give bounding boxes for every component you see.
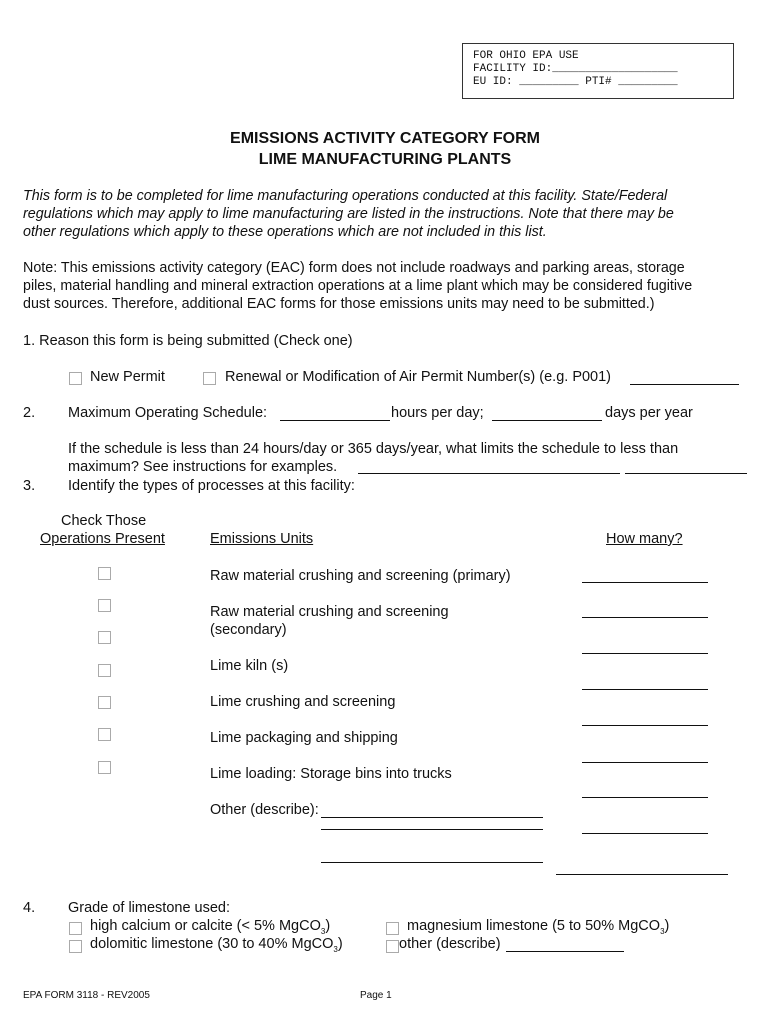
hours-label: hours per day; bbox=[391, 405, 484, 421]
limit-answer-line-2[interactable] bbox=[625, 473, 747, 474]
q1-text: 1. Reason this form is being submitted (Check one) bbox=[23, 333, 353, 349]
limit-answer-line-1[interactable] bbox=[358, 473, 620, 474]
unit-checkbox-3[interactable] bbox=[98, 631, 111, 644]
howmany-line-4[interactable] bbox=[582, 689, 708, 690]
col-units-header: Emissions Units bbox=[210, 531, 314, 547]
q3-text: Identify the types of processes at this facility: bbox=[68, 478, 355, 494]
q2-limit-line-1: If the schedule is less than 24 hours/day or 365 days/year, what limits the schedule to less than bbox=[68, 441, 679, 457]
unit-raw-secondary-1: Raw material crushing and screening bbox=[210, 604, 449, 620]
magnesium-checkbox[interactable] bbox=[386, 922, 399, 935]
epa-use-label: FOR OHIO EPA USE bbox=[473, 50, 579, 62]
renewal-label: Renewal or Modification of Air Permit Number(s) (e.g. P001) bbox=[225, 369, 612, 385]
hours-per-day-line[interactable] bbox=[280, 420, 390, 421]
unit-checkbox-1[interactable] bbox=[98, 567, 111, 580]
other-describe-line-2[interactable] bbox=[321, 829, 543, 830]
close-paren: ) bbox=[325, 918, 331, 934]
unit-checkbox-6[interactable] bbox=[98, 728, 111, 741]
renewal-checkbox[interactable] bbox=[203, 372, 216, 385]
unit-checkbox-7[interactable] bbox=[98, 761, 111, 774]
new-permit-checkbox[interactable] bbox=[69, 372, 82, 385]
subscript-3: 3 bbox=[333, 944, 338, 954]
page-number: Page 1 bbox=[360, 990, 392, 1001]
unit-lime-loading: Lime loading: Storage bins into trucks bbox=[210, 766, 452, 782]
magnesium-text: magnesium limestone (5 to 50% MgCO bbox=[407, 918, 661, 934]
unit-other: Other (describe): bbox=[210, 802, 319, 818]
unit-raw-primary: Raw material crushing and screening (primary) bbox=[210, 568, 511, 584]
intro-line-2: regulations which may apply to lime manufacturing are listed in the instructions. Note that there may be bbox=[23, 206, 674, 222]
q2-limit-line-2: maximum? See instructions for examples. bbox=[68, 459, 338, 475]
other-describe-line-3[interactable] bbox=[321, 862, 543, 863]
unit-checkbox-2[interactable] bbox=[98, 599, 111, 612]
form-number: EPA FORM 3118 - REV2005 bbox=[23, 990, 150, 1001]
q2-label: Maximum Operating Schedule: bbox=[68, 405, 268, 421]
subscript-3: 3 bbox=[660, 926, 665, 936]
new-permit-label: New Permit bbox=[90, 369, 165, 385]
note-line-2: piles, material handling and mineral extraction operations at a lime plant which may be considered fugitive bbox=[23, 278, 693, 294]
q4-number: 4. bbox=[23, 900, 36, 916]
high-calcium-text: high calcium or calcite (< 5% MgCO bbox=[90, 918, 321, 934]
days-label: days per year bbox=[605, 405, 693, 421]
form-title: EMISSIONS ACTIVITY CATEGORY FORM bbox=[230, 130, 540, 147]
col-check-header-1: Check Those bbox=[61, 513, 147, 529]
form-subtitle: LIME MANUFACTURING PLANTS bbox=[258, 151, 512, 168]
howmany-line-8[interactable] bbox=[582, 833, 708, 834]
howmany-line-1[interactable] bbox=[582, 582, 708, 583]
permit-number-line[interactable] bbox=[630, 384, 739, 385]
other-grade-checkbox[interactable] bbox=[386, 940, 399, 953]
other-describe-line-1[interactable] bbox=[321, 817, 543, 818]
note-line-3: dust sources. Therefore, additional EAC forms for those emissions units may need to be submitted.) bbox=[23, 296, 655, 312]
col-howmany-header: How many? bbox=[606, 531, 683, 547]
subscript-3: 3 bbox=[320, 926, 326, 936]
dolomitic-text: dolomitic limestone (30 to 40% MgCO bbox=[90, 936, 334, 952]
unit-lime-packaging: Lime packaging and shipping bbox=[210, 730, 398, 746]
other-grade-label: other (describe) bbox=[399, 936, 501, 952]
other-grade-line[interactable] bbox=[506, 951, 624, 952]
col-check-header-2: Operations Present bbox=[40, 531, 165, 547]
howmany-line-9[interactable] bbox=[556, 874, 728, 875]
note-line-1: Note: This emissions activity category (EAC) form does not include roadways and parking areas, storage bbox=[23, 260, 685, 276]
unit-lime-crushing: Lime crushing and screening bbox=[210, 694, 396, 710]
days-per-year-line[interactable] bbox=[492, 420, 602, 421]
intro-line-3: other regulations which apply to these operations which are not included in this list. bbox=[23, 224, 547, 240]
dolomitic-label bbox=[90, 936, 343, 954]
high-calcium-label bbox=[90, 918, 330, 936]
howmany-line-3[interactable] bbox=[582, 653, 708, 654]
close-paren: ) bbox=[664, 918, 670, 934]
magnesium-label bbox=[407, 918, 669, 936]
howmany-line-6[interactable] bbox=[582, 762, 708, 763]
howmany-line-2[interactable] bbox=[582, 617, 708, 618]
unit-checkbox-5[interactable] bbox=[98, 696, 111, 709]
dolomitic-checkbox[interactable] bbox=[69, 940, 82, 953]
q3-number: 3. bbox=[23, 478, 36, 494]
q2-number: 2. bbox=[23, 405, 36, 421]
howmany-line-7[interactable] bbox=[582, 797, 708, 798]
eu-id-field: EU ID: _________ PTI# _________ bbox=[473, 76, 678, 88]
facility-id-field: FACILITY ID:___________________ bbox=[473, 63, 678, 75]
intro-line-1: This form is to be completed for lime manufacturing operations conducted at this facility. State/Federal bbox=[23, 188, 668, 204]
epa-use-box bbox=[462, 43, 734, 99]
howmany-line-5[interactable] bbox=[582, 725, 708, 726]
unit-lime-kiln: Lime kiln (s) bbox=[210, 658, 289, 674]
unit-checkbox-4[interactable] bbox=[98, 664, 111, 677]
q4-text: Grade of limestone used: bbox=[68, 900, 231, 916]
unit-raw-secondary-2: (secondary) bbox=[210, 622, 287, 638]
close-paren: ) bbox=[337, 936, 343, 952]
high-calcium-checkbox[interactable] bbox=[69, 922, 82, 935]
